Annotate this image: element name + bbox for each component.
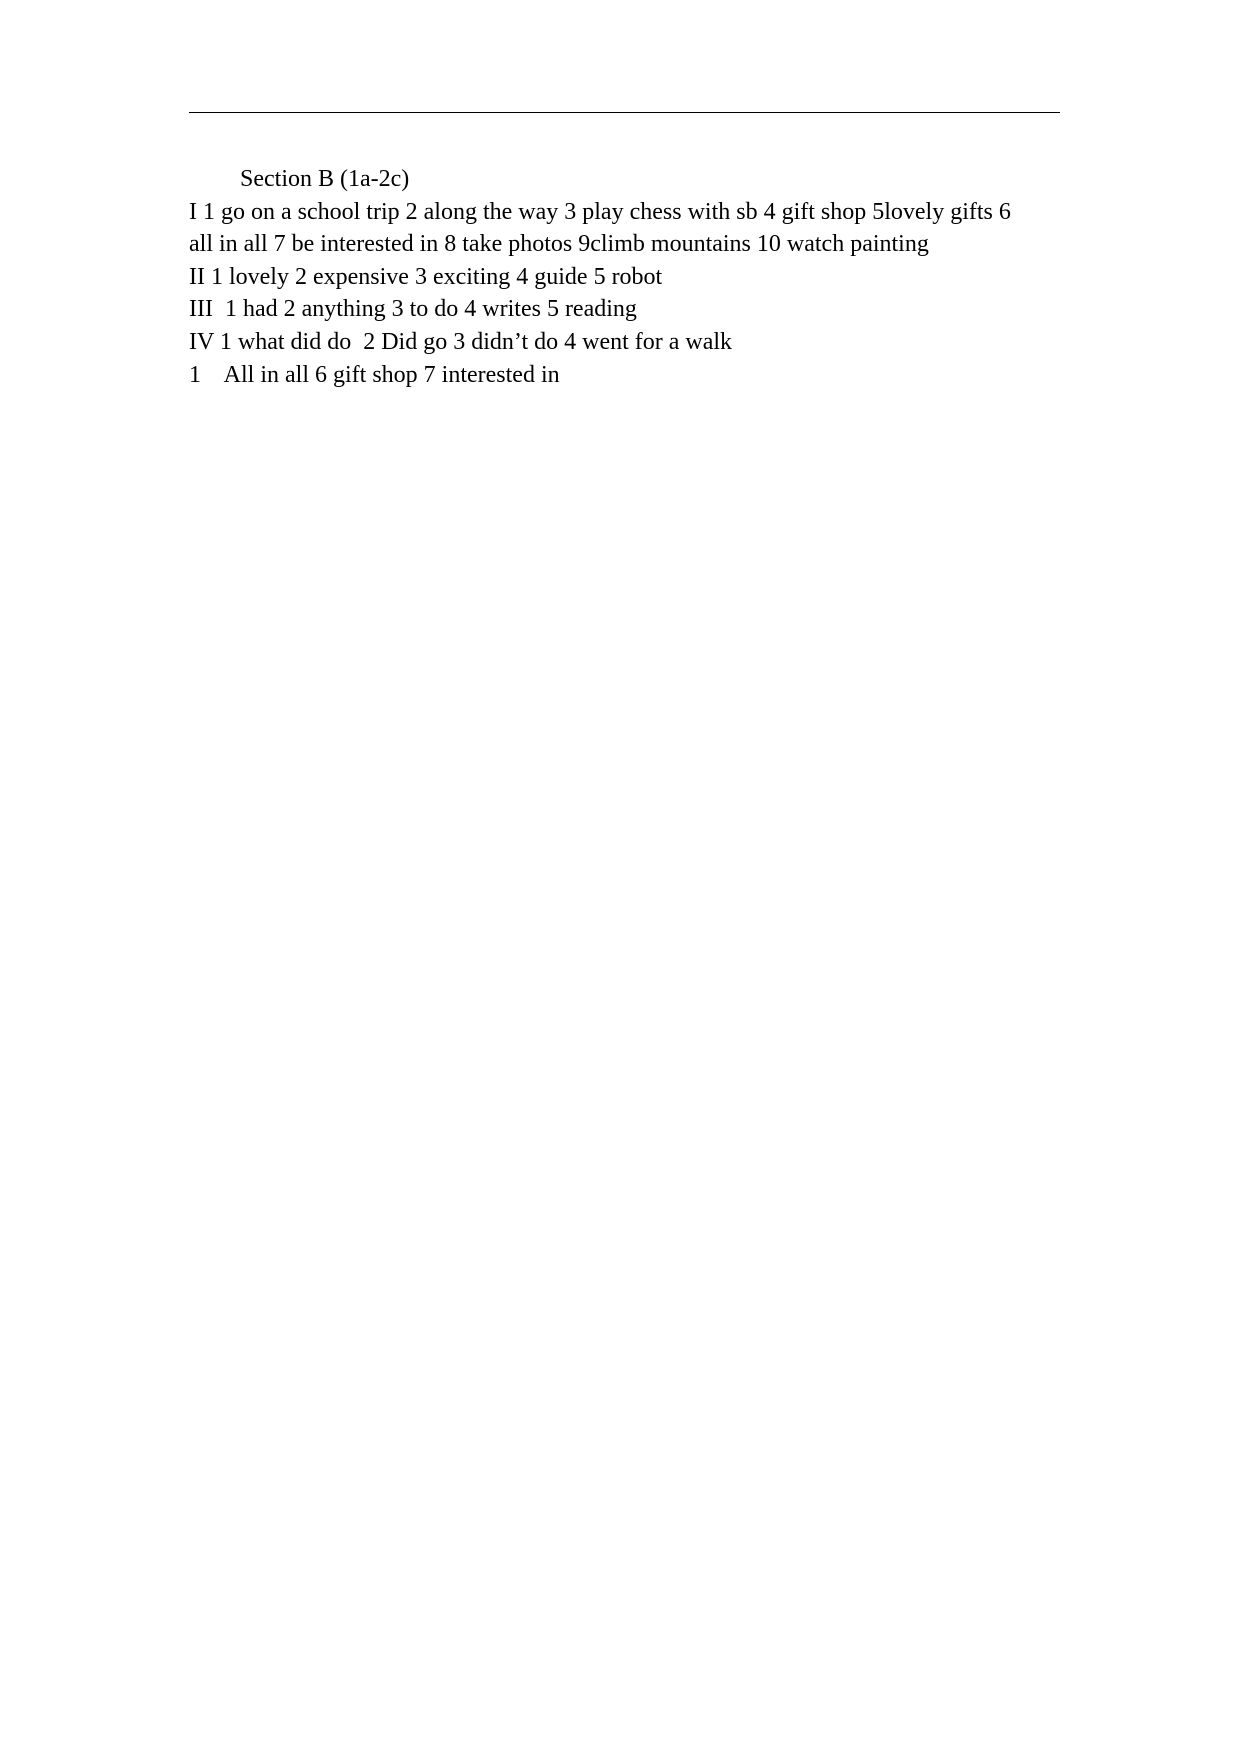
section-title: Section B (1a-2c) [240,166,410,192]
answer-line-4: III 1 had 2 anything 3 to do 4 writes 5 reading [189,296,637,323]
document-body [189,163,1069,391]
answer-line-3: II 1 lovely 2 expensive 3 exciting 4 guide 5 robot [189,263,663,290]
header-rule [189,112,1060,113]
answer-line-2: all in all 7 be interested in 8 take photos 9climb mountains 10 watch painting [189,231,929,258]
answer-line-6: 1 All in all 6 gift shop 7 interested in [189,361,560,388]
answer-line-5: IV 1 what did do 2 Did go 3 didn’t do 4 went for a walk [189,328,733,355]
answer-line-1: I 1 go on a school trip 2 along the way 3 play chess with sb 4 gift shop 5lovely gifts 6 [189,198,1011,225]
